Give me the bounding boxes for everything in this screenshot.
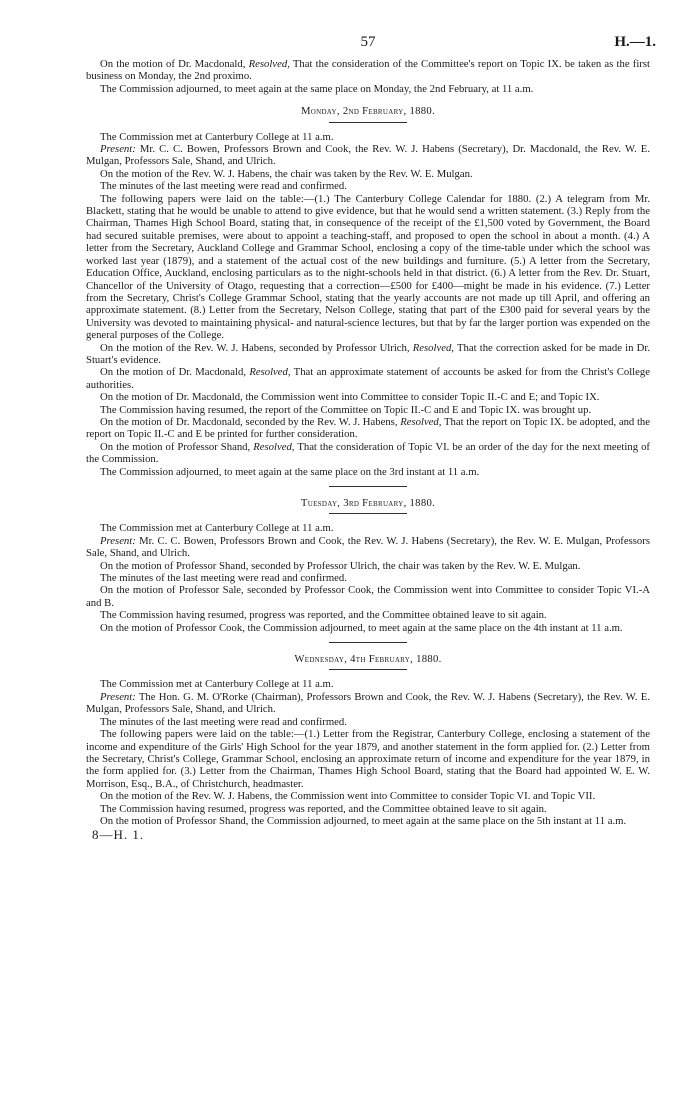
minutes-paragraph: On the motion of Dr. Macdonald, seconded by the Rev. W. J. Habens, Resolved, That the report on Topic IX. be adopted, and the report on Topic II.-C and E be printed for further consideration. [86,415,650,441]
intro-paragraph: The Commission adjourned, to meet again at the same place on Monday, the 2nd February, at 11 a.m. [100,82,534,95]
minutes-paragraph: The minutes of the last meeting were read and confirmed. [100,715,347,728]
heading-rule [329,513,407,514]
meeting-date-heading: Wednesday, 4th February, 1880. [294,653,442,666]
minutes-paragraph: On the motion of Dr. Macdonald, the Commission went into Committee to consider Topic II.-C and E; and Topic IX. [100,391,600,404]
minutes-paragraph: The Commission met at Canterbury College at 11 a.m. [100,678,334,691]
section-divider [329,642,407,643]
minutes-paragraph: The Commission adjourned, to meet again at the same place on the 3rd instant at 11 a.m. [100,465,480,478]
minutes-paragraph: The minutes of the last meeting were read and confirmed. [100,180,347,193]
minutes-paragraph: The Commission met at Canterbury College at 11 a.m. [100,130,334,143]
minutes-paragraph: On the motion of Professor Cook, the Commission adjourned, to meet again at the same place on the 4th instant at 11 a.m. [100,621,623,634]
minutes-paragraph: On the motion of Dr. Macdonald, Resolved, That an approximate statement of accounts be asked for from the Christ's College authorities. [86,366,650,391]
page-header [86,34,656,58]
minutes-paragraph: On the motion of Professor Sale, seconded by Professor Cook, the Commission went into Committee to consider Topic VI.-A and B. [86,584,650,609]
minutes-paragraph: On the motion of Professor Shand, the Commission adjourned, to meet again at the same place on the 5th instant at 11 a.m. [100,814,627,827]
minutes-paragraph: Present: Mr. C. C. Bowen, Professors Brown and Cook, the Rev. W. J. Habens (Secretary), the Rev. W. E. Mulgan, Professors Sale, Shand, and Ulrich. [86,534,650,560]
document-page [86,34,656,843]
meeting-date-heading: Tuesday, 3rd February, 1880. [300,497,436,509]
minutes-paragraph: On the motion of the Rev. W. J. Habens, the Commission went into Committee to consider Topic VI. and Topic VII. [100,790,596,803]
section-divider [329,486,407,487]
minutes-paragraph: The following papers were laid on the table:—(1.) Letter from the Registrar, Canterbury College, enclosing a statement of the income and expenditure of the Girls' High School for the year 1879, and another statement in the form applied for. (2.) Letter from the Secretary, Christ's College, Grammar School, enclosing an approximate return of income and expenditure for the year 1879, in the form applied for. (3.) Letter from the Chairman, Thames High School Board, stating that the Board had appointed W. E. W. Morrison, Esq., B.A., of Christchurch, headmaster. [86,728,650,790]
minutes-paragraph: The Commission having resumed, the report of the Committee on Topic II.-C and E and Topic IX. was brought up. [100,403,592,416]
meeting-date-heading: Monday, 2nd February, 1880. [300,105,436,118]
minutes-paragraph: The Commission having resumed, progress was reported, and the Committee obtained leave to sit again. [100,609,547,622]
minutes-paragraph: On the motion of the Rev. W. J. Habens, seconded by Professor Ulrich, Resolved, That the correction asked for be made in Dr. Stuart's evidence. [86,341,650,366]
signature-mark: 8—H. 1. [92,827,145,843]
heading-rule [329,669,407,670]
intro-section [86,58,650,95]
minutes-paragraph: The following papers were laid on the table:—(1.) The Canterbury College Calendar for 1880. (2.) A telegram from Mr. Blackett, stating that he would be unable to attend to give evidence, but that he would send a written statement. (3.) Reply from the Chairman, Thames High School Board, stating that, in consequence of the receipt of the £1,500 voted by Government, the Board had secured suitable premises, were about to appoint a teaching-staff, and proposed to open the school in about a month. (4.) A letter from the Secretary, Auckland College and Grammar School, enclosing a copy of the time-table under which the school was worked last year (1879), and a statement of the actual cost of the new buildings and furniture. (5.) A letter from the Secretary, Education Office, Auckland, enclosing particulars as to the night-schools held in that district. (6.) A letter from the Rev. Dr. Stuart, Chancellor of the University of Otago, requesting that a correction—£500 for £400—might be made in his evidence. (7.) Letter from the Secretary, Christ's College Grammar School, stating that the yearly accounts are not made up till April, and offering an approximate statement. (8.) Letter from the Secretary, Nelson College, stating that part of the £300 paid for several years by the University was devoted to maintaining physical- and natural-science lectures, but that by far the larger portion was expended on the general purposes of the College. [86,192,650,342]
minutes-paragraph: The Commission having resumed, progress was reported, and the Committee obtained leave to sit again. [100,802,547,815]
document-reference: H.—1. [614,34,656,50]
minutes-paragraph: Present: Mr. C. C. Bowen, Professors Brown and Cook, the Rev. W. J. Habens (Secretary), Dr. Macdonald, the Rev. W. E. Mulgan, Professors Sale, Shand, and Ulrich. [86,143,650,168]
minutes-paragraph: The minutes of the last meeting were read and confirmed. [100,572,347,585]
page-number: 57 [360,34,376,50]
minutes-sections [86,105,650,827]
minutes-paragraph: On the motion of the Rev. W. J. Habens, the chair was taken by the Rev. W. E. Mulgan. [100,167,473,180]
minutes-paragraph: Present: The Hon. G. M. O'Rorke (Chairman), Professors Brown and Cook, the Rev. W. J. Habens (Secretary), the Rev. W. E. Mulgan, Professors Sale, Shand, and Ulrich. [86,690,650,716]
minutes-paragraph: The Commission met at Canterbury College at 11 a.m. [100,522,334,535]
minutes-paragraph: On the motion of Professor Shand, seconded by Professor Ulrich, the chair was taken by the Rev. W. E. Mulgan. [100,559,581,572]
intro-paragraph: On the motion of Dr. Macdonald, Resolved, That the consideration of the Committee's report on Topic IX. be taken as the first business on Monday, the 2nd proximo. [86,58,650,83]
heading-rule [329,122,407,123]
minutes-paragraph: On the motion of Professor Shand, Resolved, That the consideration of Topic VI. be an order of the day for the next meeting of the Commission. [86,440,650,466]
